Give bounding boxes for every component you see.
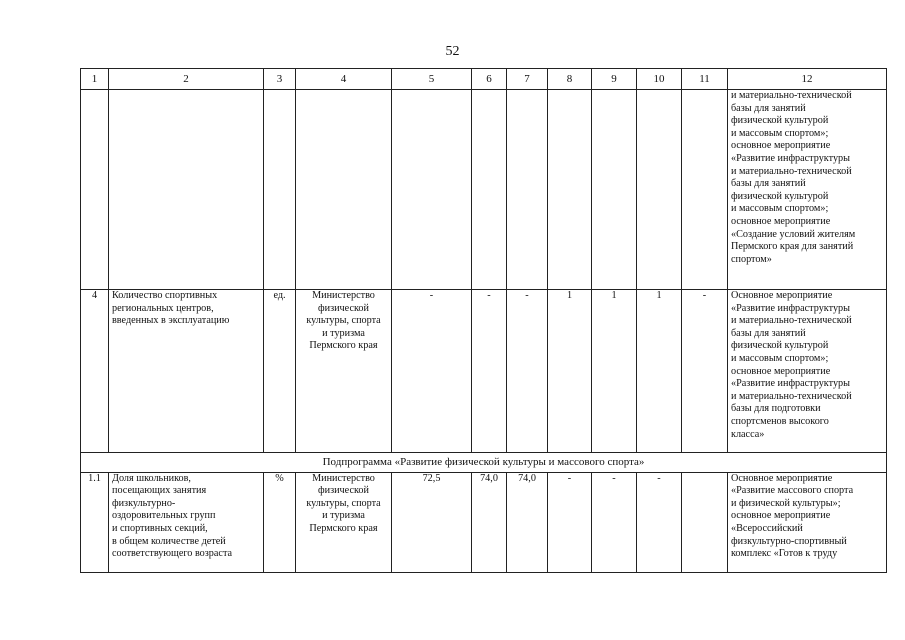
header-cell: 10 bbox=[637, 69, 682, 90]
activities-cell: и материально-технической базы для занятий физической культурой и массовым спортом»; основное мероприятие «Развитие инфраструктуры и материально-технической базы для занятий физической культурой и массовым спортом»; основное мероприятие «Создание условий жителям Пермского края для занятий спортом» bbox=[728, 90, 887, 290]
value-cell bbox=[682, 472, 728, 572]
value-cell: - bbox=[637, 472, 682, 572]
page-number: 52 bbox=[445, 44, 460, 59]
row-number: 4 bbox=[81, 290, 109, 453]
indicator-name: Доля школьников, посещающих занятия физкультурно- оздоровительных групп и спортивных секций, в общем количестве детей соответствующего возраста bbox=[109, 472, 264, 572]
header-cell: 1 bbox=[81, 69, 109, 90]
header-cell: 12 bbox=[728, 69, 887, 90]
value-cell: - bbox=[682, 290, 728, 453]
header-cell: 8 bbox=[548, 69, 592, 90]
value-cell: - bbox=[507, 290, 548, 453]
table-row bbox=[81, 90, 887, 290]
responsible-org: Министерство физической культуры, спорта и туризма Пермского края bbox=[296, 290, 392, 453]
value-cell: - bbox=[472, 290, 507, 453]
header-cell: 6 bbox=[472, 69, 507, 90]
subprogram-title: Подпрограмма «Развитие физической культуры и массового спорта» bbox=[81, 453, 887, 473]
row-number: 1.1 bbox=[81, 472, 109, 572]
responsible-org: Министерство физической культуры, спорта и туризма Пермского края bbox=[296, 472, 392, 572]
activities-cell: Основное мероприятие «Развитие инфраструктуры и материально-технической базы для занятий физической культурой и массовым спортом»; основное мероприятие «Развитие инфраструктуры и материально-технической базы для подготовки спортсменов высокого класса» bbox=[728, 290, 887, 453]
header-cell: 9 bbox=[592, 69, 637, 90]
table-header-row bbox=[81, 69, 887, 90]
header-cell: 4 bbox=[296, 69, 392, 90]
value-cell: - bbox=[392, 290, 472, 453]
header-cell: 2 bbox=[109, 69, 264, 90]
value-cell: 1 bbox=[592, 290, 637, 453]
header-cell: 5 bbox=[392, 69, 472, 90]
value-cell: 74,0 bbox=[507, 472, 548, 572]
value-cell: 1 bbox=[637, 290, 682, 453]
table-row bbox=[81, 472, 887, 572]
header-cell: 11 bbox=[682, 69, 728, 90]
value-cell: - bbox=[548, 472, 592, 572]
activities-cell: Основное мероприятие «Развитие массового спорта и физической культуры»; основное мероприятие «Всероссийский физкультурно-спортивный комплекс «Готов к труду bbox=[728, 472, 887, 572]
table-row bbox=[81, 290, 887, 453]
indicators-table bbox=[80, 68, 887, 573]
unit-cell: ед. bbox=[264, 290, 296, 453]
header-cell: 7 bbox=[507, 69, 548, 90]
header-cell: 3 bbox=[264, 69, 296, 90]
value-cell: 1 bbox=[548, 290, 592, 453]
subprogram-row bbox=[81, 453, 887, 473]
value-cell: 72,5 bbox=[392, 472, 472, 572]
value-cell: - bbox=[592, 472, 637, 572]
unit-cell: % bbox=[264, 472, 296, 572]
indicator-name: Количество спортивных региональных центров, введенных в эксплуатацию bbox=[109, 290, 264, 453]
value-cell: 74,0 bbox=[472, 472, 507, 572]
